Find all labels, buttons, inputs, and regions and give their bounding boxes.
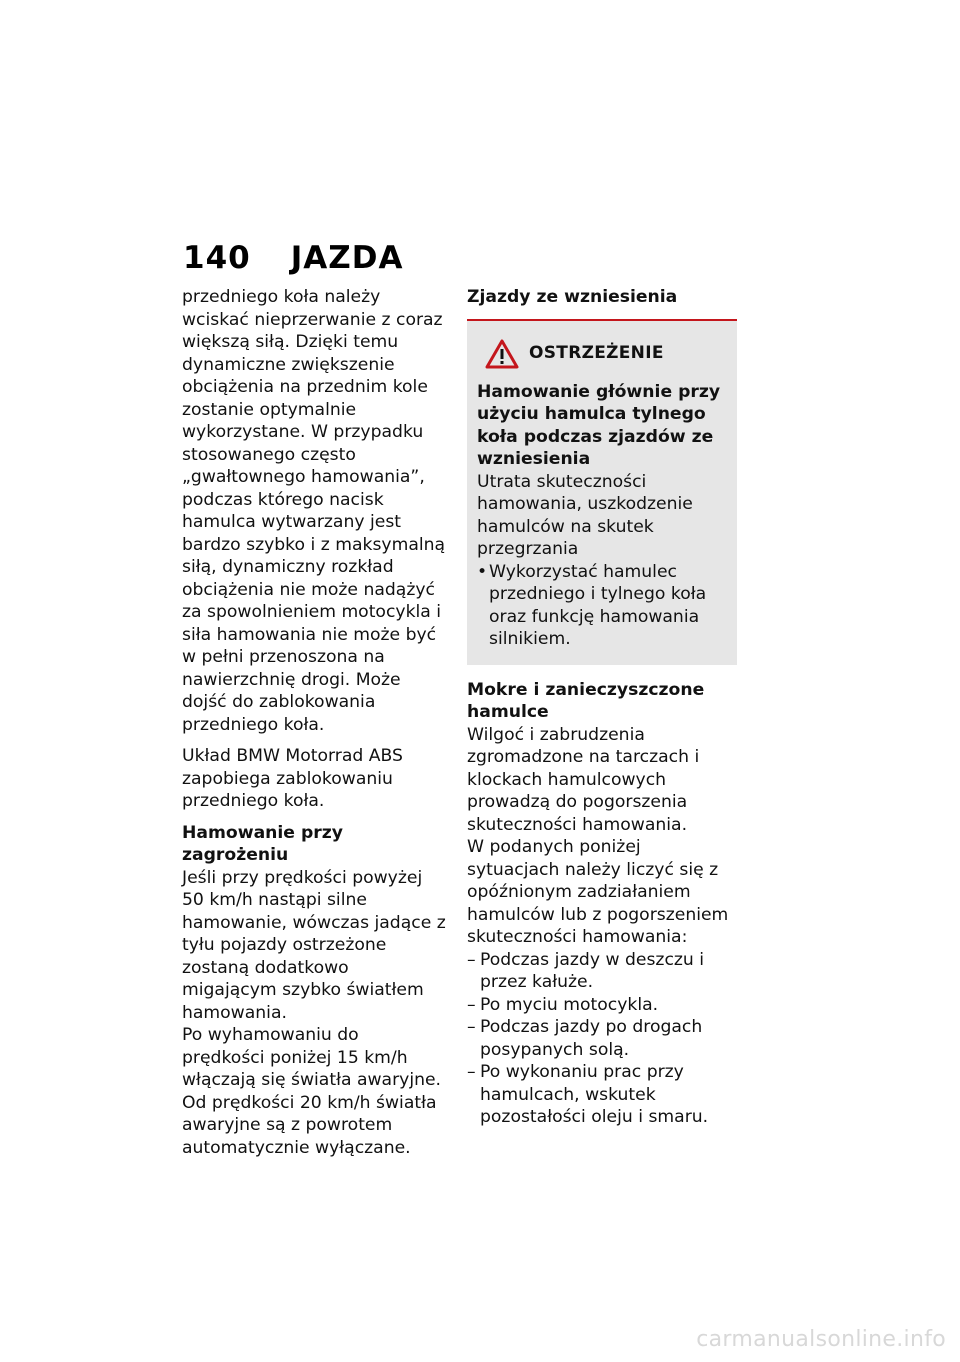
page-header xyxy=(183,240,403,276)
dash-mark: – xyxy=(467,1017,476,1037)
warning-bullet-text: Wykorzystać hamulec przedniego i tylnego koła oraz funkcję hamowania silnikiem. xyxy=(489,561,707,649)
warning-text: Utrata skuteczności hamowania, uszkodzenie hamulców na skutek przegrzania xyxy=(477,471,693,559)
page-number: 140 xyxy=(183,240,251,276)
list-item xyxy=(467,994,737,1017)
paragraph-moisture: Wilgoć i zabrudzenia zgromadzone na tarczach i klockach hamulcowych prowadzą do pogorszenia skuteczności hamowania. xyxy=(467,724,700,835)
right-column xyxy=(467,286,737,1129)
dash-mark: – xyxy=(467,1062,476,1082)
warning-bullet xyxy=(477,561,727,651)
warning-box xyxy=(467,321,737,665)
dash-mark: – xyxy=(467,994,476,1015)
heading-wet-brakes: Mokre i zanieczyszczone hamulce xyxy=(467,679,705,722)
paragraph-hazard-lights: Po wyhamowaniu do prędkości poniżej 15 km/h włączają się światła awaryjne. Od prędkości 20 km/h światła awaryjne są z powrotem automatycznie wyłączane. xyxy=(182,1025,442,1158)
heading-emergency-braking: Hamowanie przy zagrożeniu xyxy=(182,822,343,865)
list-item-text: Po wykonaniu prac przy hamulcach, wskutek pozostałości oleju i smaru. xyxy=(480,1062,709,1127)
warning-title: Hamowanie głównie przy użyciu hamulca tylnego koła podczas zjazdów ze wzniesienia xyxy=(477,381,721,469)
list-item-text: Podczas jazdy po drogach posypanych solą. xyxy=(480,1017,703,1060)
left-column xyxy=(182,286,446,1159)
paragraph-front-wheel: przedniego koła należy wciskać nieprzerwanie z coraz większą siłą. Dzięki temu dynamiczne zwiększenie obciążenia na przednim kole zostanie optymalnie wykorzystane. W przypadku stosowanego często „gwałtownego hamowania”, podczas którego nacisk hamulca wytwarzany jest bardzo szybko i z maksymalną siłą, dynamiczny rozkład obciążenia nie może nadążyć za spowolnieniem motocykla i siła hamowania nie może być w pełni przenoszona na nawierzchnię drogi. Może dojść do zablokowania przedniego koła. xyxy=(182,287,446,735)
section-title: JAZDA xyxy=(290,240,404,276)
warning-label: OSTRZEŻENIE xyxy=(529,343,664,364)
paragraph-situations: W podanych poniżej sytuacjach należy liczyć się z opóźnionym zadziałaniem hamulców lub z pogorszeniem skuteczności hamowania: xyxy=(467,837,729,947)
heading-downhill: Zjazdy ze wzniesienia xyxy=(467,287,678,307)
list-item xyxy=(467,949,737,994)
dash-mark: – xyxy=(467,949,476,970)
situations-list xyxy=(467,949,737,1129)
warning-triangle-icon xyxy=(485,339,519,369)
paragraph-brake-light: Jeśli przy prędkości powyżej 50 km/h nastąpi silne hamowanie, wówczas jadące z tyłu pojazdy ostrzeżone zostaną dodatkowo migającym szybko światłem hamowania. xyxy=(182,867,446,1023)
paragraph-abs: Układ BMW Motorrad ABS zapobiega zablokowaniu przedniego koła. xyxy=(182,746,403,811)
watermark: carmanualsonline.info xyxy=(696,1327,946,1352)
bullet-mark: • xyxy=(477,561,488,582)
warning-header xyxy=(485,339,727,369)
list-item xyxy=(467,1061,737,1129)
list-item-text: Po myciu motocykla. xyxy=(480,994,659,1015)
list-item-text: Podczas jazdy w deszczu i przez kałuże. xyxy=(480,949,705,992)
list-item xyxy=(467,1016,737,1061)
